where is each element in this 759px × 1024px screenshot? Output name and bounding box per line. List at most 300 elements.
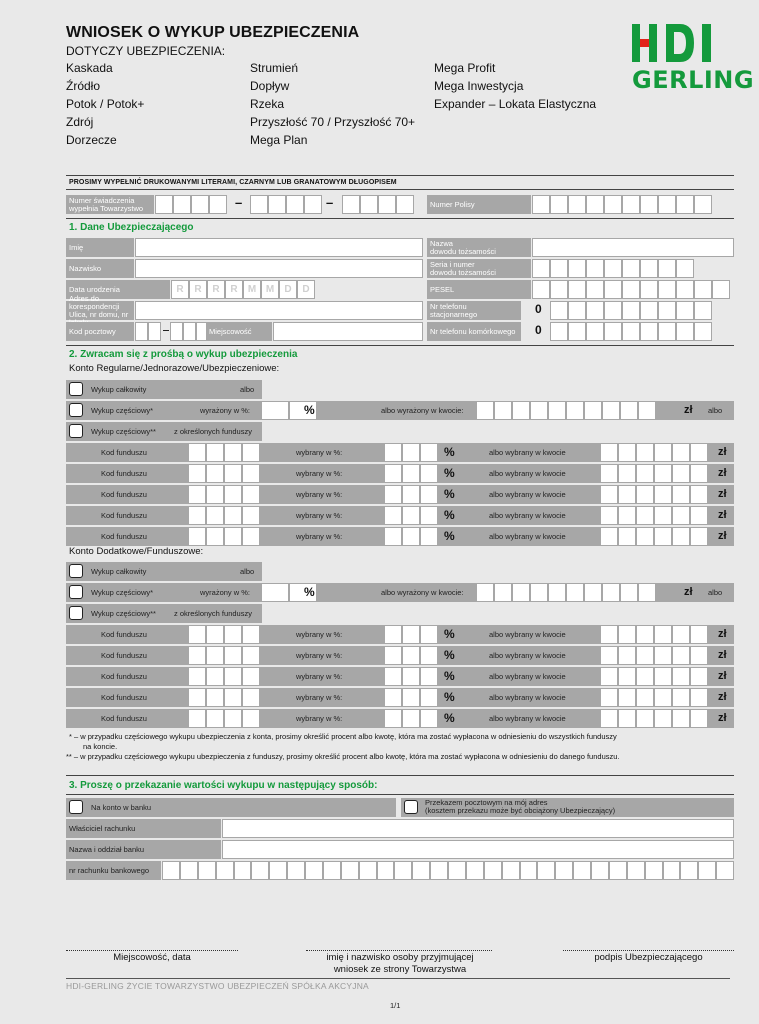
- pct-input[interactable]: [402, 485, 420, 504]
- digit-box[interactable]: [550, 322, 568, 341]
- fund-code-box[interactable]: [206, 709, 224, 728]
- bank-name-field[interactable]: [222, 840, 734, 859]
- amount-digit-box[interactable]: [584, 583, 602, 602]
- amount-digit-box[interactable]: [548, 583, 566, 602]
- amount-digit-box[interactable]: [512, 583, 530, 602]
- account-digit-box[interactable]: [341, 861, 359, 880]
- account-digit-box[interactable]: [555, 861, 573, 880]
- amount-digit-box[interactable]: [566, 401, 584, 420]
- amount-digit-box[interactable]: [690, 485, 708, 504]
- digit-box[interactable]: [568, 195, 586, 214]
- fund-code-box[interactable]: [206, 667, 224, 686]
- amount-digit-box[interactable]: [672, 667, 690, 686]
- label-line: stacjonarnego: [430, 309, 478, 319]
- digit-box[interactable]: [550, 259, 568, 278]
- digit-box[interactable]: [712, 280, 730, 299]
- digit-box[interactable]: [676, 259, 694, 278]
- amount-label: albo wyrażony w kwocie:: [381, 406, 464, 415]
- account-digit-box[interactable]: [698, 861, 716, 880]
- partial-surrender-checkbox[interactable]: [69, 403, 83, 417]
- amount-digit-box[interactable]: [620, 583, 638, 602]
- digit-box[interactable]: [586, 259, 604, 278]
- fund-code-box[interactable]: [188, 464, 206, 483]
- digit-box[interactable]: [532, 280, 550, 299]
- amount-digit-box[interactable]: [672, 688, 690, 707]
- fund-code-box[interactable]: [224, 527, 242, 546]
- fund-code-box[interactable]: [206, 464, 224, 483]
- digit-box[interactable]: [622, 259, 640, 278]
- date-box[interactable]: M: [261, 280, 279, 299]
- pct-input[interactable]: [402, 709, 420, 728]
- fund-code-box[interactable]: [242, 667, 260, 686]
- account-digit-box[interactable]: [412, 861, 430, 880]
- digit-box[interactable]: [550, 301, 568, 320]
- digit-box[interactable]: [640, 322, 658, 341]
- digit-box[interactable]: [604, 195, 622, 214]
- account-digit-box[interactable]: [377, 861, 395, 880]
- digit-box[interactable]: [658, 195, 676, 214]
- amount-digit-box[interactable]: [690, 443, 708, 462]
- amount-digit-box[interactable]: [672, 464, 690, 483]
- digit-box[interactable]: [658, 301, 676, 320]
- amount-digit-box[interactable]: [476, 401, 494, 420]
- amount-digit-box[interactable]: [618, 464, 636, 483]
- account-digit-box[interactable]: [269, 861, 287, 880]
- company-footer: HDI-GERLING ŻYCIE TOWARZYSTWO UBEZPIECZEŃ SPÓŁKA AKCYJNA: [66, 981, 369, 991]
- digit-box[interactable]: [173, 195, 191, 214]
- fund-code-box[interactable]: [188, 667, 206, 686]
- amount-digit-box[interactable]: [600, 527, 618, 546]
- product-item: Mega Inwestycja: [434, 79, 524, 93]
- digit-box[interactable]: [694, 195, 712, 214]
- fund-code-box[interactable]: [242, 485, 260, 504]
- amount-digit-box[interactable]: [600, 667, 618, 686]
- claim-number-boxes[interactable]: [250, 195, 322, 214]
- amount-digit-box[interactable]: [638, 401, 656, 420]
- amount-digit-box[interactable]: [654, 527, 672, 546]
- fund-row: [66, 506, 734, 525]
- mobile-boxes[interactable]: [550, 322, 712, 341]
- pct-input[interactable]: [420, 443, 438, 462]
- pct-input[interactable]: [402, 527, 420, 546]
- pct-input[interactable]: [384, 527, 402, 546]
- claim-number-boxes[interactable]: [155, 195, 227, 214]
- digit-box[interactable]: [586, 322, 604, 341]
- account-digit-box[interactable]: [394, 861, 412, 880]
- account-digit-box[interactable]: [162, 861, 180, 880]
- fund-code-box[interactable]: [206, 625, 224, 644]
- amount-digit-box[interactable]: [602, 401, 620, 420]
- digit-box[interactable]: [342, 195, 360, 214]
- fund-code-box[interactable]: [224, 485, 242, 504]
- fund-code-box[interactable]: [188, 527, 206, 546]
- amount-digit-box[interactable]: [690, 688, 708, 707]
- address-field[interactable]: [135, 301, 423, 320]
- amount-digit-box[interactable]: [494, 583, 512, 602]
- fund-code-box[interactable]: [242, 625, 260, 644]
- pct-input[interactable]: [402, 443, 420, 462]
- amount-digit-box[interactable]: [654, 709, 672, 728]
- amount-digit-box[interactable]: [600, 625, 618, 644]
- pct-input[interactable]: [402, 646, 420, 665]
- amount-digit-box[interactable]: [672, 485, 690, 504]
- digit-box[interactable]: [170, 322, 183, 341]
- pct-input[interactable]: [420, 506, 438, 525]
- amount-digit-box[interactable]: [530, 583, 548, 602]
- fund-code-box[interactable]: [188, 625, 206, 644]
- fund-code-box[interactable]: [242, 646, 260, 665]
- account-digit-box[interactable]: [198, 861, 216, 880]
- amount-digit-box[interactable]: [690, 464, 708, 483]
- amount-digit-box[interactable]: [618, 709, 636, 728]
- amount-digit-box[interactable]: [654, 443, 672, 462]
- digit-box[interactable]: [378, 195, 396, 214]
- pct-input[interactable]: [420, 625, 438, 644]
- amount-label: albo wybrany w kwocie: [489, 672, 566, 681]
- fund-code-box[interactable]: [188, 443, 206, 462]
- amount-digit-box[interactable]: [566, 583, 584, 602]
- partial-surrender-checkbox[interactable]: [69, 585, 83, 599]
- digit-box[interactable]: [286, 195, 304, 214]
- amount-digit-box[interactable]: [584, 401, 602, 420]
- amount-digit-box[interactable]: [690, 709, 708, 728]
- digit-box[interactable]: [183, 322, 196, 341]
- pct-input[interactable]: [384, 485, 402, 504]
- digit-box[interactable]: [676, 322, 694, 341]
- pct-input[interactable]: [420, 667, 438, 686]
- fund-code-box[interactable]: [224, 646, 242, 665]
- fund-code-box[interactable]: [224, 709, 242, 728]
- divider: [66, 218, 734, 219]
- divider: [66, 775, 734, 776]
- amount-digit-box[interactable]: [672, 709, 690, 728]
- pct-input[interactable]: [384, 667, 402, 686]
- pct-input[interactable]: [384, 625, 402, 644]
- digit-box[interactable]: [360, 195, 378, 214]
- account-digit-box[interactable]: [663, 861, 681, 880]
- fund-code-box[interactable]: [188, 709, 206, 728]
- digit-box[interactable]: [694, 322, 712, 341]
- fund-code-box[interactable]: [224, 688, 242, 707]
- amount-digit-box[interactable]: [672, 527, 690, 546]
- pesel-boxes[interactable]: [532, 280, 730, 299]
- pct-input[interactable]: [402, 506, 420, 525]
- full-surrender-row: [66, 380, 262, 399]
- amount-digit-box[interactable]: [636, 688, 654, 707]
- amount-digit-box[interactable]: [638, 583, 656, 602]
- account-digit-box[interactable]: [591, 861, 609, 880]
- landline-boxes[interactable]: [550, 301, 712, 320]
- digit-box[interactable]: [396, 195, 414, 214]
- digit-box[interactable]: [640, 259, 658, 278]
- account-digit-box[interactable]: [251, 861, 269, 880]
- digit-box[interactable]: [135, 322, 148, 341]
- digit-box[interactable]: [586, 195, 604, 214]
- pct-input[interactable]: [261, 583, 289, 602]
- amount-digit-box[interactable]: [690, 506, 708, 525]
- digit-box[interactable]: [622, 280, 640, 299]
- account-owner-field[interactable]: [222, 819, 734, 838]
- digit-box[interactable]: [550, 195, 568, 214]
- account-digit-box[interactable]: [448, 861, 466, 880]
- pct-input[interactable]: [384, 506, 402, 525]
- digit-box[interactable]: [604, 322, 622, 341]
- fund-code-box[interactable]: [242, 709, 260, 728]
- account-digit-box[interactable]: [716, 861, 734, 880]
- account-digit-box[interactable]: [645, 861, 663, 880]
- amount-digit-box[interactable]: [618, 625, 636, 644]
- fund-code-box[interactable]: [224, 506, 242, 525]
- account-digit-box[interactable]: [180, 861, 198, 880]
- fund-code-box[interactable]: [188, 688, 206, 707]
- pct-input[interactable]: [261, 401, 289, 420]
- id-number-boxes[interactable]: [532, 259, 694, 278]
- digit-box[interactable]: [676, 301, 694, 320]
- claim-number-boxes[interactable]: [342, 195, 414, 214]
- pct-input[interactable]: [420, 485, 438, 504]
- amount-digit-box[interactable]: [600, 709, 618, 728]
- digit-box[interactable]: [640, 280, 658, 299]
- digit-box[interactable]: [622, 322, 640, 341]
- amount-digit-box[interactable]: [618, 688, 636, 707]
- pct-label: wybrany w %:: [296, 490, 343, 499]
- account-digit-box[interactable]: [234, 861, 252, 880]
- digit-box[interactable]: [604, 259, 622, 278]
- account-digit-box[interactable]: [323, 861, 341, 880]
- account-digit-box[interactable]: [466, 861, 484, 880]
- digit-box[interactable]: [604, 280, 622, 299]
- amount-digit-box[interactable]: [618, 667, 636, 686]
- digit-box[interactable]: [658, 259, 676, 278]
- amount-digit-box[interactable]: [600, 506, 618, 525]
- digit-box[interactable]: [568, 280, 586, 299]
- pct-input[interactable]: [402, 667, 420, 686]
- last-name-field[interactable]: [135, 259, 423, 278]
- digit-box[interactable]: [568, 301, 586, 320]
- label-line: imię i nazwisko osoby przyjmującej: [326, 952, 474, 963]
- digit-box[interactable]: [676, 280, 694, 299]
- account-digit-box[interactable]: [680, 861, 698, 880]
- pct-input[interactable]: [402, 464, 420, 483]
- fund-code-box[interactable]: [242, 506, 260, 525]
- amount-digit-box[interactable]: [618, 443, 636, 462]
- amount-digit-box[interactable]: [654, 646, 672, 665]
- city-field[interactable]: [273, 322, 423, 341]
- amount-digit-box[interactable]: [636, 506, 654, 525]
- digit-box[interactable]: [640, 301, 658, 320]
- fund-code-box[interactable]: [206, 443, 224, 462]
- fund-code-box[interactable]: [206, 646, 224, 665]
- digit-box[interactable]: [694, 280, 712, 299]
- amount-digit-box[interactable]: [636, 667, 654, 686]
- fund-code-box[interactable]: [224, 464, 242, 483]
- date-box[interactable]: D: [297, 280, 315, 299]
- digit-box[interactable]: [658, 280, 676, 299]
- option-label: Wykup częściowy*: [91, 406, 154, 415]
- fund-code-box[interactable]: [224, 443, 242, 462]
- postal-order-checkbox[interactable]: [404, 800, 418, 814]
- amount-digit-box[interactable]: [672, 443, 690, 462]
- amount-digit-box[interactable]: [654, 464, 672, 483]
- amount-digit-box[interactable]: [636, 709, 654, 728]
- pct-input[interactable]: [420, 527, 438, 546]
- amount-digit-box[interactable]: [548, 401, 566, 420]
- amount-digit-box[interactable]: [690, 646, 708, 665]
- amount-digit-box[interactable]: [530, 401, 548, 420]
- amount-digit-box[interactable]: [690, 527, 708, 546]
- amount-digit-box[interactable]: [600, 464, 618, 483]
- digit-box[interactable]: [586, 280, 604, 299]
- account-digit-box[interactable]: [484, 861, 502, 880]
- amount-digit-box[interactable]: [636, 527, 654, 546]
- currency-label: zł: [684, 586, 693, 598]
- fund-code-box[interactable]: [188, 646, 206, 665]
- account-digit-box[interactable]: [305, 861, 323, 880]
- pct-label: wybrany w %:: [296, 448, 343, 457]
- amount-digit-box[interactable]: [618, 646, 636, 665]
- bank-transfer-checkbox[interactable]: [69, 800, 83, 814]
- amount-digit-box[interactable]: [620, 401, 638, 420]
- amount-digit-box[interactable]: [690, 625, 708, 644]
- amount-digit-box[interactable]: [600, 688, 618, 707]
- amount-digit-box[interactable]: [636, 625, 654, 644]
- digit-box[interactable]: [640, 195, 658, 214]
- amount-digit-box[interactable]: [654, 625, 672, 644]
- pct-input[interactable]: [384, 709, 402, 728]
- amount-digit-box[interactable]: [654, 688, 672, 707]
- fund-code-box[interactable]: [206, 506, 224, 525]
- pct-input[interactable]: [402, 688, 420, 707]
- postal-code-boxes[interactable]: [170, 322, 209, 341]
- digit-box[interactable]: [658, 322, 676, 341]
- account-digit-box[interactable]: [537, 861, 555, 880]
- amount-digit-box[interactable]: [672, 506, 690, 525]
- amount-digit-box[interactable]: [654, 506, 672, 525]
- birth-date-boxes[interactable]: [171, 280, 315, 299]
- pct-input[interactable]: [420, 709, 438, 728]
- date-box[interactable]: R: [189, 280, 207, 299]
- digit-box[interactable]: [694, 301, 712, 320]
- date-box[interactable]: D: [279, 280, 297, 299]
- fund-code-box[interactable]: [224, 667, 242, 686]
- digit-box[interactable]: [209, 195, 227, 214]
- full-surrender-checkbox[interactable]: [69, 564, 83, 578]
- account-digit-box[interactable]: [287, 861, 305, 880]
- account-digit-box[interactable]: [502, 861, 520, 880]
- date-box[interactable]: M: [243, 280, 261, 299]
- digit-box[interactable]: [550, 280, 568, 299]
- amount-digit-box[interactable]: [602, 583, 620, 602]
- fund-code-box[interactable]: [242, 443, 260, 462]
- digit-box[interactable]: [676, 195, 694, 214]
- date-box[interactable]: R: [207, 280, 225, 299]
- pct-input[interactable]: [402, 625, 420, 644]
- amount-digit-box[interactable]: [636, 485, 654, 504]
- amount-digit-box[interactable]: [494, 401, 512, 420]
- amount-digit-box[interactable]: [618, 527, 636, 546]
- amount-digit-box[interactable]: [600, 485, 618, 504]
- pct-input[interactable]: [384, 464, 402, 483]
- fund-code-box[interactable]: [242, 688, 260, 707]
- fund-code-box[interactable]: [206, 527, 224, 546]
- fund-code-box[interactable]: [188, 506, 206, 525]
- fund-code-box[interactable]: [224, 625, 242, 644]
- digit-box[interactable]: [604, 301, 622, 320]
- fund-code-box[interactable]: [242, 527, 260, 546]
- product-item: Przyszłość 70 / Przyszłość 70+: [250, 115, 416, 129]
- amount-digit-box[interactable]: [476, 583, 494, 602]
- account-digit-box[interactable]: [609, 861, 627, 880]
- account-digit-box[interactable]: [430, 861, 448, 880]
- postal-code-boxes[interactable]: [135, 322, 161, 341]
- pct-input[interactable]: [384, 443, 402, 462]
- pct-input[interactable]: [420, 646, 438, 665]
- digit-box[interactable]: [304, 195, 322, 214]
- first-name-field[interactable]: [135, 238, 423, 257]
- pct-input[interactable]: [384, 646, 402, 665]
- partial-funds-checkbox[interactable]: [69, 606, 83, 620]
- id-name-field[interactable]: [532, 238, 734, 257]
- digit-box[interactable]: [268, 195, 286, 214]
- account-digit-box[interactable]: [359, 861, 377, 880]
- date-box[interactable]: R: [171, 280, 189, 299]
- account-digit-box[interactable]: [627, 861, 645, 880]
- digit-box[interactable]: [532, 259, 550, 278]
- policy-number-boxes[interactable]: [532, 195, 712, 214]
- account-number-boxes[interactable]: [162, 861, 734, 880]
- amount-digit-box[interactable]: [636, 443, 654, 462]
- account-digit-box[interactable]: [573, 861, 591, 880]
- fund-code-box[interactable]: [242, 464, 260, 483]
- digit-box[interactable]: [250, 195, 268, 214]
- digit-box[interactable]: [148, 322, 161, 341]
- date-box[interactable]: R: [225, 280, 243, 299]
- pct-input[interactable]: [420, 688, 438, 707]
- amount-digit-box[interactable]: [618, 506, 636, 525]
- amount-digit-box[interactable]: [636, 464, 654, 483]
- account-digit-box[interactable]: [520, 861, 538, 880]
- amount-digit-box[interactable]: [600, 443, 618, 462]
- digit-box[interactable]: [568, 322, 586, 341]
- amount-digit-box[interactable]: [512, 401, 530, 420]
- fund-code-box[interactable]: [206, 688, 224, 707]
- pct-input[interactable]: [384, 688, 402, 707]
- full-surrender-checkbox[interactable]: [69, 382, 83, 396]
- digit-box[interactable]: [532, 195, 550, 214]
- digit-box[interactable]: [568, 259, 586, 278]
- digit-box[interactable]: [191, 195, 209, 214]
- amount-digit-box[interactable]: [618, 485, 636, 504]
- partial-funds-checkbox[interactable]: [69, 424, 83, 438]
- amount-digit-box[interactable]: [600, 646, 618, 665]
- pct-input[interactable]: [420, 464, 438, 483]
- digit-box[interactable]: [622, 301, 640, 320]
- amount-digit-box[interactable]: [690, 667, 708, 686]
- divider: [66, 175, 734, 176]
- amount-digit-box[interactable]: [654, 667, 672, 686]
- digit-box[interactable]: [586, 301, 604, 320]
- amount-digit-box[interactable]: [654, 485, 672, 504]
- digit-box[interactable]: [155, 195, 173, 214]
- amount-digit-box[interactable]: [672, 646, 690, 665]
- amount-digit-box[interactable]: [636, 646, 654, 665]
- account-digit-box[interactable]: [216, 861, 234, 880]
- fund-code-box[interactable]: [206, 485, 224, 504]
- pct-label: wybrany w %:: [296, 651, 343, 660]
- fund-code-box[interactable]: [188, 485, 206, 504]
- amount-digit-box[interactable]: [672, 625, 690, 644]
- digit-box[interactable]: [622, 195, 640, 214]
